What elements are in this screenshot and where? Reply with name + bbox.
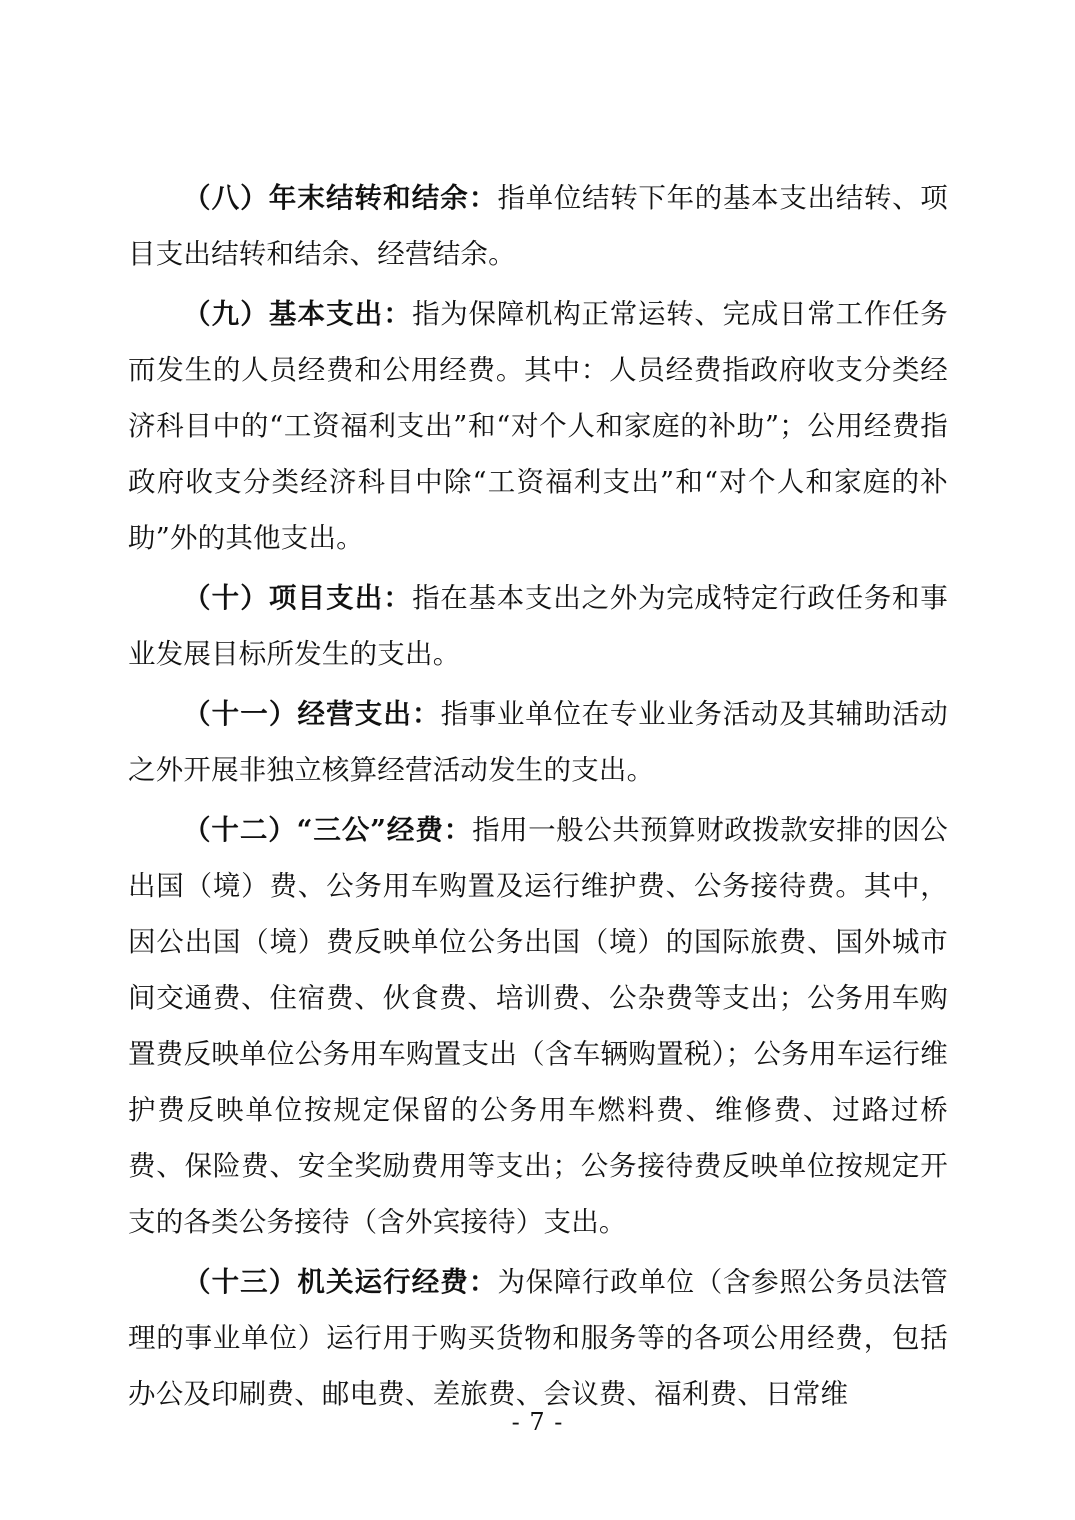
- document-body: [128, 170, 948, 1426]
- paragraph-12-lead: （十二）“三公”经费：: [183, 814, 473, 846]
- paragraph-9: [128, 286, 948, 566]
- paragraph-11: [128, 686, 948, 798]
- paragraph-9-body: 指为保障机构正常运转、完成日常工作任务而发生的人员经费和公用经费。其中：人员经费指政府收支分类经济科目中的“工资福利支出”和“对个人和家庭的补助”；公用经费指政府收支分类经济科目中除“工资福利支出”和“对个人和家庭的补助”外的其他支出。: [128, 298, 948, 554]
- paragraph-12-body: 指用一般公共预算财政拨款安排的因公出国（境）费、公务用车购置及运行维护费、公务接待费。其中，因公出国（境）费反映单位公务出国（境）的国际旅费、国外城市间交通费、住宿费、伙食费、培训费、公杂费等支出；公务用车购置费反映单位公务用车购置支出（含车辆购置税）；公务用车运行维护费反映单位按规定保留的公务用车燃料费、维修费、过路过桥费、保险费、安全奖励费用等支出；公务接待费反映单位按规定开支的各类公务接待（含外宾接待）支出。: [128, 814, 948, 1238]
- paragraph-8-lead: （八）年末结转和结余：: [183, 182, 498, 214]
- paragraph-13-lead: （十三）机关运行经费：: [183, 1266, 498, 1298]
- paragraph-11-body: 指事业单位在专业业务活动及其辅助活动之外开展非独立核算经营活动发生的支出。: [128, 698, 948, 786]
- paragraph-8-body: 指单位结转下年的基本支出结转、项目支出结转和结余、经营结余。: [128, 182, 948, 270]
- page-number: - 7 -: [511, 1408, 564, 1436]
- paragraph-11-lead: （十一）经营支出：: [183, 698, 441, 730]
- paragraph-10-body: 指在基本支出之外为完成特定行政任务和事业发展目标所发生的支出。: [128, 582, 948, 670]
- paragraph-9-lead: （九）基本支出：: [183, 298, 413, 330]
- paragraph-10-lead: （十）项目支出：: [183, 582, 413, 614]
- paragraph-12: [128, 802, 948, 1250]
- paragraph-8: [128, 170, 948, 282]
- paragraph-10: [128, 570, 948, 682]
- paragraph-13: [128, 1254, 948, 1422]
- paragraph-13-body: 为保障行政单位（含参照公务员法管理的事业单位）运行用于购买货物和服务等的各项公用经费，包括办公及印刷费、邮电费、差旅费、会议费、福利费、日常维: [128, 1266, 948, 1410]
